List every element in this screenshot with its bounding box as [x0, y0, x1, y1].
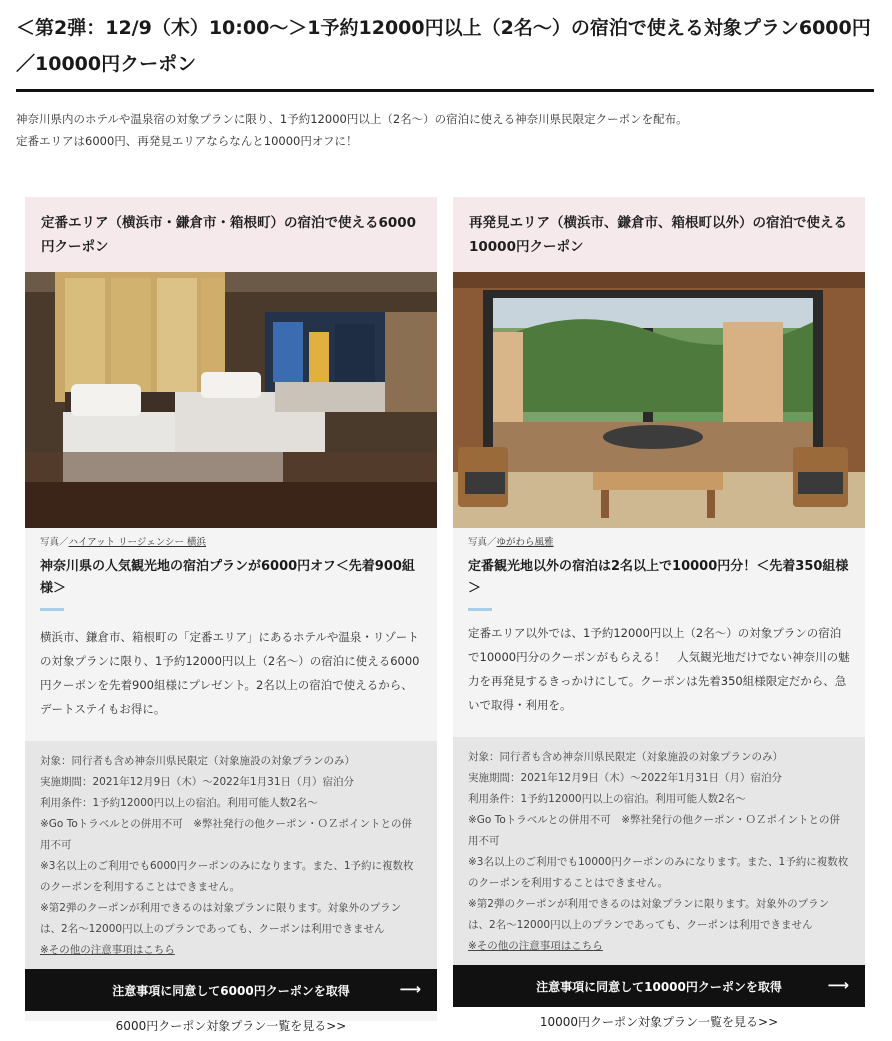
intro-text: 神奈川県内のホテルや温泉宿の対象プランに限り、1予約12000円以上（2名～）の宿泊に使える神奈川県民限定クーポンを配布。定番エリアは6000円、再発見エリアならなんと10000円オフに！ [16, 112, 688, 148]
other-notes-link[interactable]: ※その他の注意事項はこちら [468, 940, 603, 952]
credit-prefix: 写真／ [40, 537, 69, 548]
card-subheading: 神奈川県の人気観光地の宿泊プランが6000円オフ＜先着900組様＞ [40, 559, 415, 596]
note-goto: ※Go Toトラベルとの併用不可 ※弊社発行の他クーポン・ＯＺポイントとの併用不可 [40, 818, 413, 851]
card-description: 横浜市、鎌倉市、箱根町の「定番エリア」にあるホテルや温泉・リゾートの対象プランに限り、1予約12000円以上（2名～）の宿泊に使える6000円クーポンを先着900組様にプレゼント。2名以上の宿泊で使えるから、デートステイもお得に。 [40, 630, 420, 716]
card-heading: 定番エリア（横浜市・鎌倉市・箱根町）の宿泊で使える6000円クーポン [25, 197, 437, 272]
plan-list-6000-link[interactable]: 6000円クーポン対象プラン一覧を見る>> [115, 1019, 347, 1033]
plan-list-10000-link[interactable]: 10000円クーポン対象プラン一覧を見る>> [539, 1015, 779, 1029]
note-period: 実施期間：2021年12月9日（木）～2022年1月31日（月）宿泊分 [468, 772, 783, 784]
other-notes-link[interactable]: ※その他の注意事項はこちら [40, 944, 175, 956]
cta-label: 注意事項に同意して6000円クーポンを取得 [112, 983, 350, 998]
card-subheading: 定番観光地以外の宿泊は2名以上で10000円分！＜先着350組様＞ [468, 559, 849, 596]
note-goto: ※Go Toトラベルとの併用不可 ※弊社発行の他クーポン・ＯＺポイントとの併用不可 [468, 814, 841, 847]
card-description: 定番エリア以外では、1予約12000円以上（2名～）の対象プランの宿泊で10000円分のクーポンがもらえる！ 人気観光地だけでない神奈川の魅力を再発見するきっかけにして。クーポンは先着350組様限定だから、急いで取得・利用を。 [468, 626, 850, 712]
coupon-notes [453, 737, 865, 965]
coupon-card-standard-area [25, 197, 437, 1033]
note-multi: ※3名以上のご利用でも6000円クーポンのみになります。また、1予約に複数枚のクーポンを利用することはできません。 [40, 860, 414, 893]
arrow-right-icon: ⟶ [399, 980, 421, 998]
note-target: 対象：同行者も含め神奈川県民限定（対象施設の対象プランのみ） [40, 755, 355, 767]
arrow-right-icon: ⟶ [827, 976, 849, 994]
ryokan-room-photo [453, 272, 865, 528]
get-6000-coupon-button[interactable] [25, 969, 437, 1011]
get-10000-coupon-button[interactable] [453, 965, 865, 1007]
credit-hotel-link[interactable]: ハイアット リージェンシー 横浜 [68, 537, 206, 548]
hotel-room-photo [25, 272, 437, 528]
note-target: 対象：同行者も含め神奈川県民限定（対象施設の対象プランのみ） [468, 751, 783, 763]
note-plan: ※第2弾のクーポンが利用できるのは対象プランに限ります。対象外のプランは、2名～12000円以上のプランであっても、クーポンは利用できません [40, 902, 402, 935]
page-title: ＜第2弾：12/9（木）10:00～＞1予約12000円以上（2名～）の宿泊で使える対象プラン6000円／10000円クーポン [16, 17, 871, 75]
coupon-card-rediscovery-area [453, 197, 865, 1029]
credit-ryokan-link[interactable]: ゆがわら風雅 [496, 537, 554, 548]
title-divider [16, 89, 874, 92]
card-heading: 再発見エリア（横浜市、鎌倉市、箱根町以外）の宿泊で使える10000円クーポン [453, 197, 865, 272]
photo-credit [25, 528, 437, 550]
credit-prefix: 写真／ [468, 537, 497, 548]
note-plan: ※第2弾のクーポンが利用できるのは対象プランに限ります。対象外のプランは、2名～12000円以上のプランであっても、クーポンは利用できません [468, 898, 830, 931]
note-conditions: 利用条件：1予約12000円以上の宿泊。利用可能人数2名～ [468, 793, 746, 805]
note-period: 実施期間：2021年12月9日（木）～2022年1月31日（月）宿泊分 [40, 776, 355, 788]
note-multi: ※3名以上のご利用でも10000円クーポンのみになります。また、1予約に複数枚のクーポンを利用することはできません。 [468, 856, 849, 889]
photo-credit [453, 528, 865, 550]
note-conditions: 利用条件：1予約12000円以上の宿泊。利用可能人数2名～ [40, 797, 318, 809]
cta-label: 注意事項に同意して10000円クーポンを取得 [536, 979, 782, 994]
coupon-notes [25, 741, 437, 969]
